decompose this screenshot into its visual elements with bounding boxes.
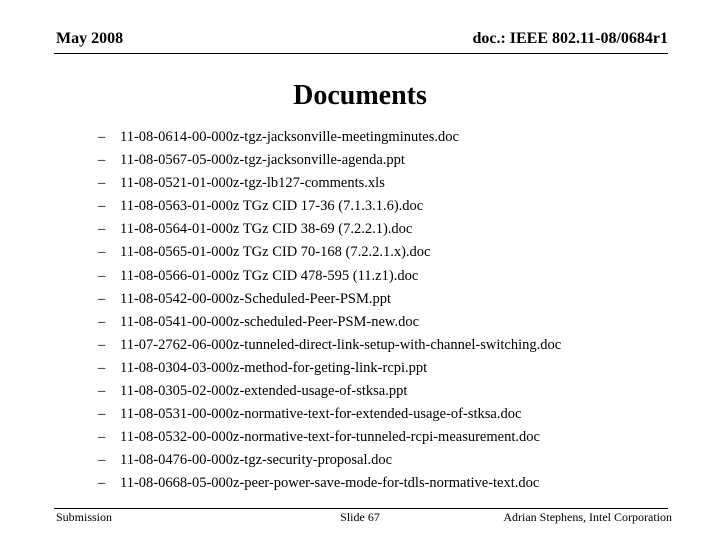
bullet-dash: – (98, 429, 106, 446)
footer-slide-number: Slide 67 (340, 510, 380, 524)
document-filename: 11-08-0566-01-000z TGz CID 478-595 (11.z1).doc (120, 267, 419, 284)
bullet-dash: – (98, 313, 106, 330)
document-filename: 11-08-0305-02-000z-extended-usage-of-stksa.ppt (120, 383, 408, 400)
document-filename: 11-08-0563-01-000z TGz CID 17-36 (7.1.3.1.6).doc (120, 198, 424, 215)
bullet-dash: – (98, 221, 106, 238)
bullet-dash: – (98, 406, 106, 423)
footer-author: Adrian Stephens, Intel Corporation (503, 510, 672, 524)
list-item (98, 126, 561, 149)
document-filename: 11-08-0532-00-000z-normative-text-for-tunneled-rcpi-measurement.doc (120, 429, 540, 446)
footer-submission: Submission (56, 510, 113, 524)
document-filename: 11-08-0531-00-000z-normative-text-for-extended-usage-of-stksa.doc (120, 406, 522, 423)
header-date: May 2008 (56, 30, 124, 47)
list-item (98, 334, 561, 357)
list-item (98, 357, 561, 380)
bullet-dash: – (98, 175, 106, 192)
header-divider (54, 53, 668, 54)
list-item (98, 403, 561, 426)
list-item (98, 241, 561, 264)
list-item (98, 472, 561, 495)
list-item (98, 172, 561, 195)
list-item (98, 380, 561, 403)
header-doc-id: doc.: IEEE 802.11-08/0684r1 (472, 30, 668, 47)
list-item (98, 288, 561, 311)
document-filename: 11-08-0668-05-000z-peer-power-save-mode-for-tdls-normative-text.doc (120, 475, 540, 492)
list-item (98, 149, 561, 172)
bullet-dash: – (98, 475, 106, 492)
list-item (98, 195, 561, 218)
bullet-dash: – (98, 244, 106, 261)
document-filename: 11-08-0614-00-000z-tgz-jacksonville-meetingminutes.doc (120, 129, 459, 145)
list-item (98, 311, 561, 334)
document-filename: 11-08-0521-01-000z-tgz-lb127-comments.xls (120, 175, 385, 192)
list-item (98, 265, 561, 288)
bullet-dash: – (98, 290, 106, 307)
bullet-dash: – (98, 336, 106, 353)
bullet-dash: – (98, 359, 106, 376)
document-filename: 11-08-0304-03-000z-method-for-geting-link-rcpi.ppt (120, 359, 428, 376)
document-filename: 11-07-2762-06-000z-tunneled-direct-link-setup-with-channel-switching.doc (120, 336, 562, 353)
bullet-dash: – (98, 267, 106, 284)
document-filename: 11-08-0476-00-000z-tgz-security-proposal.doc (120, 452, 393, 469)
bullet-dash: – (98, 383, 106, 400)
document-filename: 11-08-0565-01-000z TGz CID 70-168 (7.2.2.1.x).doc (120, 244, 431, 261)
bullet-dash: – (98, 198, 106, 215)
document-filename: 11-08-0542-00-000z-Scheduled-Peer-PSM.ppt (120, 290, 391, 307)
list-item (98, 449, 561, 472)
footer-divider (54, 508, 668, 509)
page-title: Documents (293, 80, 427, 111)
bullet-dash: – (98, 129, 106, 145)
list-item (98, 426, 561, 449)
list-item (98, 218, 561, 241)
document-filename: 11-08-0567-05-000z-tgz-jacksonville-agenda.ppt (120, 152, 405, 169)
document-filename: 11-08-0564-01-000z TGz CID 38-69 (7.2.2.1).doc (120, 221, 413, 238)
bullet-dash: – (98, 452, 106, 469)
document-filename: 11-08-0541-00-000z-scheduled-Peer-PSM-new.doc (120, 313, 420, 330)
document-list (98, 126, 561, 496)
bullet-dash: – (98, 152, 106, 169)
